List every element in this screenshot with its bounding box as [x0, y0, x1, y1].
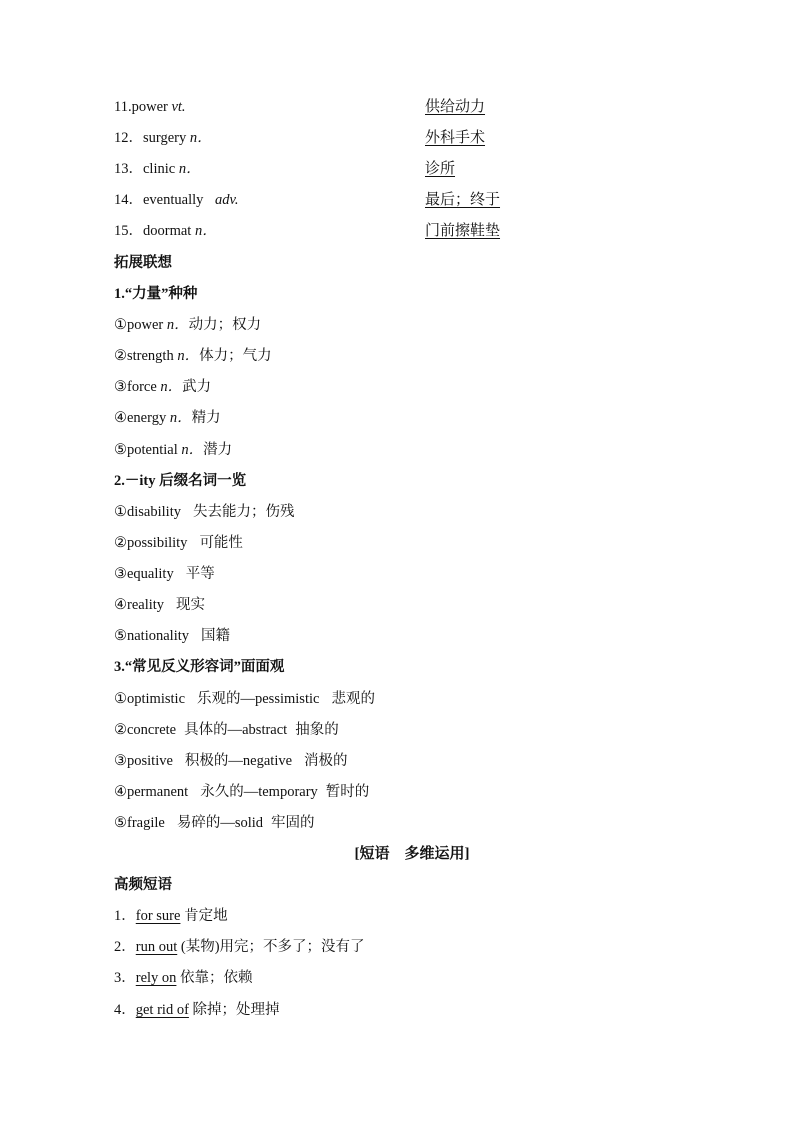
item-dash: — [220, 815, 235, 831]
item-word: disability [127, 504, 181, 520]
phrase-num: 4． [114, 1002, 136, 1018]
item-meaning: 乐观的 [197, 691, 241, 707]
item-meaning: 动力；权力 [188, 317, 262, 333]
group-title-suffix: －ity [124, 473, 156, 489]
item-dash: — [227, 722, 243, 738]
vocab-pos: n． [189, 130, 212, 146]
item-antonym-meaning: 牢固的 [271, 815, 315, 831]
phrase-meaning: 除掉；处理掉 [192, 1002, 280, 1018]
item-mark: ⑤ [114, 815, 127, 831]
phrase-meaning: (某物)用完；不多了；没有了 [180, 939, 365, 955]
item-word: fragile [127, 815, 165, 831]
item-meaning: 平等 [185, 566, 215, 582]
item-meaning: 易碎的 [176, 815, 221, 831]
item-meaning: 失去能力；伤残 [192, 504, 295, 520]
group-title [114, 284, 197, 304]
vocab-row [114, 97, 186, 117]
item-word: potential [127, 442, 178, 458]
vocab-num: 15． [114, 223, 143, 239]
vocab-pos: n． [194, 223, 217, 239]
item-antonym: pessimistic [255, 691, 320, 707]
phrase-meaning: 依靠；依赖 [180, 970, 253, 986]
phrase-num: 2． [114, 939, 136, 955]
vocab-row [114, 221, 217, 241]
item-mark: ③ [114, 566, 127, 582]
vocab-pos: adv. [215, 192, 239, 208]
vocab-answer: 供给动力 [425, 99, 486, 115]
vocab-word: clinic [143, 161, 176, 177]
item-meaning: 武力 [182, 379, 212, 395]
vocab-answer: 门前擦鞋垫 [425, 223, 501, 239]
vocab-row [114, 128, 212, 148]
item-meaning: 精力 [191, 410, 221, 426]
phrase-text: get rid of [135, 1002, 189, 1018]
vocab-word: doormat [143, 223, 192, 239]
item-pos: n． [166, 317, 189, 333]
list-item [114, 377, 211, 397]
list-item [114, 408, 221, 428]
item-mark: ④ [114, 410, 127, 426]
phrase-meaning: 肯定地 [184, 908, 228, 924]
item-meaning: 可能性 [199, 535, 243, 551]
vocab-row [114, 159, 201, 179]
item-antonym: solid [234, 815, 264, 831]
phrase-num: 3． [114, 970, 136, 986]
list-item [114, 533, 243, 553]
vocab-word: surgery [143, 130, 187, 146]
item-word: power [127, 317, 164, 333]
vocab-answer: 诊所 [425, 161, 456, 177]
item-word: positive [127, 753, 173, 769]
item-pos: n． [177, 348, 200, 364]
phrase-text: rely on [135, 970, 177, 986]
item-mark: ① [114, 691, 127, 707]
vocab-num: 14． [114, 192, 143, 208]
item-mark: ① [114, 504, 127, 520]
item-word: possibility [127, 535, 188, 551]
item-meaning: 体力；气力 [199, 348, 272, 364]
item-pos: n． [160, 379, 183, 395]
list-item [114, 346, 272, 366]
vocab-pos: n． [178, 161, 201, 177]
list-item [114, 626, 230, 646]
item-meaning: 永久的 [200, 784, 244, 800]
item-dash: — [243, 784, 259, 800]
item-antonym-meaning: 抽象的 [295, 722, 339, 738]
list-item [114, 751, 348, 771]
item-word: energy [127, 410, 167, 426]
item-mark: ⑤ [114, 442, 127, 458]
item-word: reality [127, 597, 165, 613]
phrase-num: 1． [114, 908, 136, 924]
vocab-word: eventually [143, 192, 204, 208]
phrases-heading: 高频短语 [114, 877, 172, 893]
list-item [114, 782, 369, 802]
list-item [114, 564, 215, 584]
item-meaning: 具体的 [184, 722, 228, 738]
group-title-text: “常见反义形容词”面面观 [124, 659, 285, 675]
item-word: nationality [127, 628, 190, 644]
item-antonym-meaning: 悲观的 [331, 691, 375, 707]
phrase-text: for sure [135, 908, 181, 924]
item-dash: — [228, 753, 243, 769]
item-word: force [127, 379, 157, 395]
item-antonym: temporary [258, 784, 318, 800]
phrase-text: run out [135, 939, 178, 955]
item-dash: — [240, 691, 255, 707]
vocab-num: 13． [114, 161, 143, 177]
group-title-text: 后缀名词一览 [159, 473, 247, 489]
list-item [114, 440, 232, 460]
group-title [114, 657, 284, 677]
item-meaning: 潜力 [203, 442, 233, 458]
group-title-text: “力量”种种 [124, 286, 198, 302]
item-meaning: 积极的 [184, 753, 229, 769]
item-word: concrete [127, 722, 177, 738]
item-mark: ② [114, 348, 127, 364]
group-title-num: 3. [114, 659, 125, 675]
list-item [114, 595, 205, 615]
phrase-row [114, 937, 365, 957]
list-item [114, 813, 315, 833]
vocab-num: 12． [114, 130, 143, 146]
list-item [114, 315, 261, 335]
item-meaning: 现实 [176, 597, 206, 613]
item-mark: ② [114, 535, 127, 551]
item-antonym-meaning: 暂时的 [325, 784, 370, 800]
item-mark: ③ [114, 753, 127, 769]
vocab-pos: vt. [171, 99, 186, 115]
item-mark: ③ [114, 379, 127, 395]
vocab-answer: 外科手术 [425, 130, 486, 146]
group-title-num: 2. [114, 473, 125, 489]
phrase-row [114, 906, 228, 926]
item-antonym: negative [242, 753, 293, 769]
item-antonym-meaning: 消极的 [304, 753, 348, 769]
vocab-word: power [131, 99, 168, 115]
item-mark: ② [114, 722, 127, 738]
item-meaning: 国籍 [201, 628, 231, 644]
expand-heading: 拓展联想 [114, 255, 172, 271]
item-pos: n． [169, 410, 192, 426]
item-antonym: abstract [242, 722, 288, 738]
list-item [114, 689, 375, 709]
item-word: optimistic [127, 691, 185, 707]
item-mark: ① [114, 317, 127, 333]
group-title-num: 1. [114, 286, 125, 302]
section-title: [短语 多维运用] [354, 846, 470, 862]
list-item [114, 720, 339, 740]
item-word: equality [127, 566, 174, 582]
item-mark: ⑤ [114, 628, 127, 644]
item-word: permanent [127, 784, 189, 800]
item-mark: ④ [114, 784, 127, 800]
phrase-row [114, 1000, 280, 1020]
vocab-row [114, 190, 239, 210]
vocab-num: 11. [114, 99, 132, 115]
list-item [114, 502, 294, 522]
phrase-row [114, 968, 253, 988]
group-title [114, 471, 246, 491]
item-mark: ④ [114, 597, 127, 613]
item-pos: n． [181, 442, 204, 458]
item-word: strength [127, 348, 174, 364]
vocab-answer: 最后；终于 [425, 192, 501, 208]
